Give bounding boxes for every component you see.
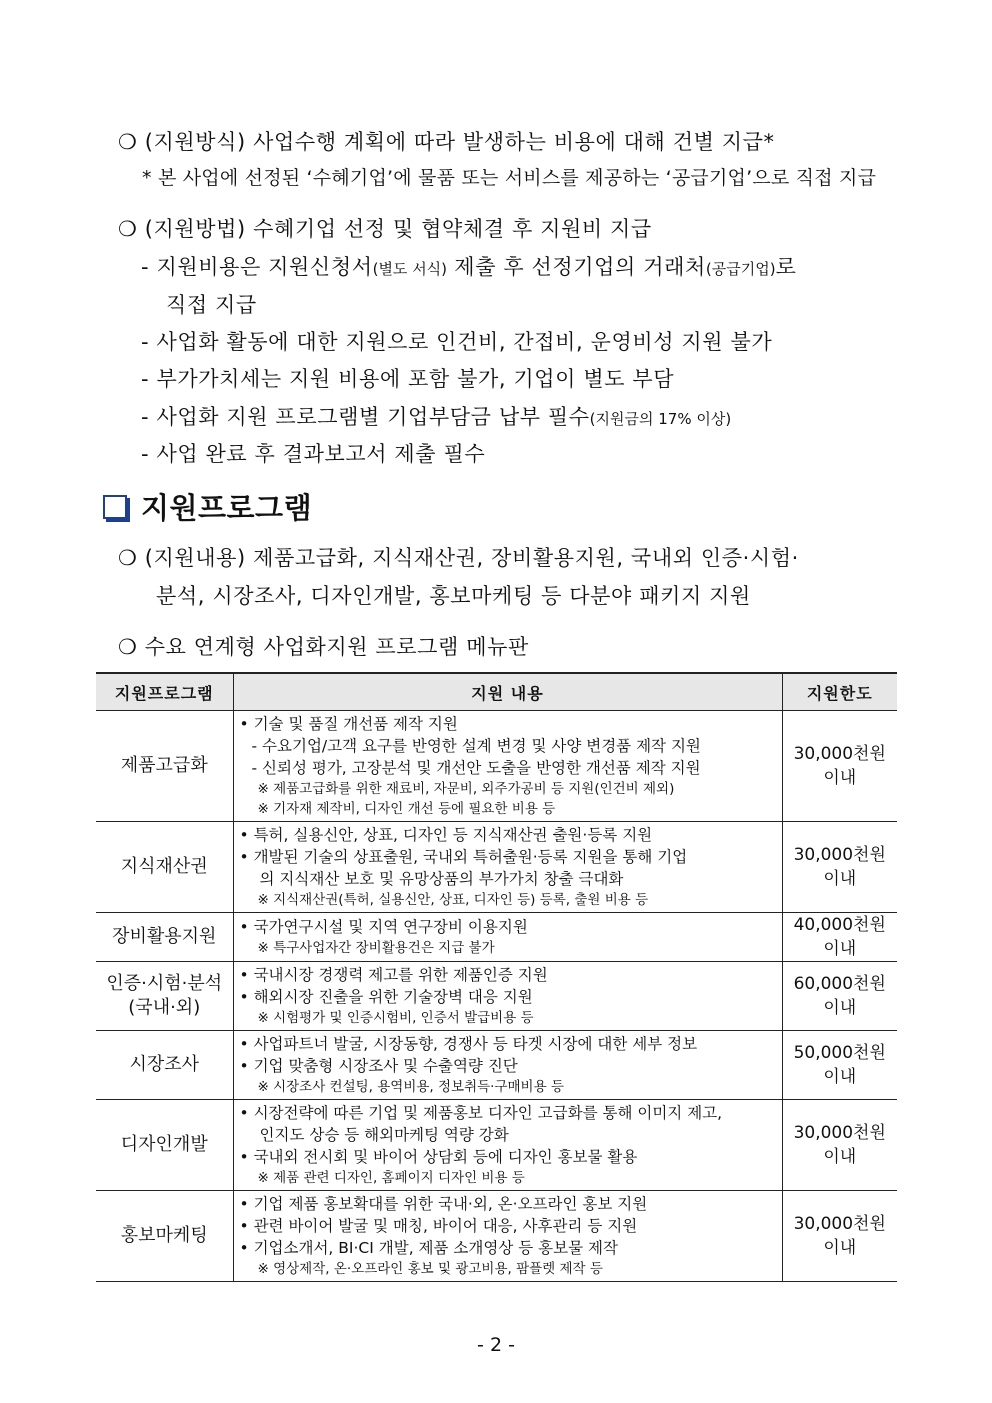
support-limit-line: 이내 xyxy=(823,939,857,959)
procedure-dash-item-1 xyxy=(141,251,796,281)
content-bullet: • 기업 맞춤형 시장조사 및 수출역량 진단 xyxy=(239,1057,518,1075)
program-name-line: 장비활용지원 xyxy=(112,926,217,947)
program-menu-table xyxy=(96,672,897,1282)
section-box-icon xyxy=(103,495,127,519)
program-name-cell xyxy=(96,1191,233,1282)
table-row xyxy=(96,1191,897,1282)
support-limit-line: 이내 xyxy=(823,998,857,1018)
program-name-line: 제품고급화 xyxy=(120,755,208,776)
table-body xyxy=(96,711,897,1282)
support-limit-line: 30,000천원 xyxy=(793,1214,886,1234)
program-name-line: 시장조사 xyxy=(129,1054,200,1075)
content-bullet: • 기업 제품 홍보확대를 위한 국내·외, 온·오프라인 홍보 지원 xyxy=(239,1195,648,1213)
header-program: 지원프로그램 xyxy=(96,673,233,711)
support-limit-line: 이내 xyxy=(823,1147,857,1167)
program-content-cell xyxy=(233,962,782,1031)
support-content-continuation: 분석, 시장조사, 디자인개발, 홍보마케팅 등 다분야 패키지 지원 xyxy=(156,584,751,608)
procedure-dash-item-2: - 사업화 활동에 대한 지원으로 인건비, 간접비, 운영비성 지원 불가 xyxy=(141,330,773,354)
content-note: ※ 지식재산권(특허, 실용신안, 상표, 디자인 등) 등록, 출원 비용 등 xyxy=(257,892,649,908)
support-content-paragraph: ❍ (지원내용) 제품고급화, 지식재산권, 장비활용지원, 국내외 인증·시험· xyxy=(118,546,799,570)
support-limit-cell xyxy=(782,1031,897,1100)
menu-title: ❍ 수요 연계형 사업화지원 프로그램 메뉴판 xyxy=(118,635,529,659)
support-limit-line: 30,000천원 xyxy=(793,744,886,764)
table-header-row xyxy=(96,673,897,711)
table-row xyxy=(96,1031,897,1100)
support-method-paragraph: ❍ (지원방식) 사업수행 계획에 따라 발생하는 비용에 대해 건별 지급* xyxy=(118,130,775,154)
content-dash-item: - 수요기업/고객 요구를 반영한 설계 변경 및 사양 변경품 제작 지원 xyxy=(251,737,701,755)
content-note: ※ 제품 관련 디자인, 홈페이지 디자인 비용 등 xyxy=(257,1170,525,1186)
program-name-line: 디자인개발 xyxy=(120,1134,208,1155)
program-name-line: (국내·외) xyxy=(128,997,201,1018)
procedure-dash-item-5: - 사업 완료 후 결과보고서 제출 필수 xyxy=(141,442,486,466)
content-bullet: • 특허, 실용신안, 상표, 디자인 등 지식재산권 출원·등록 지원 xyxy=(239,826,653,844)
support-limit-line: 이내 xyxy=(823,869,857,889)
table-row xyxy=(96,913,897,962)
program-name-cell xyxy=(96,1031,233,1100)
content-note: ※ 시험평가 및 인증시험비, 인증서 발급비용 등 xyxy=(257,1010,534,1026)
support-limit-cell xyxy=(782,913,897,962)
program-content-cell xyxy=(233,1031,782,1100)
support-limit-line: 60,000천원 xyxy=(793,974,886,994)
content-note: ※ 기자재 제작비, 디자인 개선 등에 필요한 비용 등 xyxy=(257,801,556,817)
procedure-dash-item-1-text-b: 제출 후 선정기업의 거래처 xyxy=(447,255,706,279)
support-limit-line: 40,000천원 xyxy=(793,915,886,935)
support-limit-cell xyxy=(782,822,897,913)
table-row xyxy=(96,1100,897,1191)
support-limit-line: 30,000천원 xyxy=(793,1123,886,1143)
section-title: 지원프로그램 xyxy=(141,491,313,525)
support-limit-line: 이내 xyxy=(823,768,857,788)
support-limit-line: 50,000천원 xyxy=(793,1043,886,1063)
support-procedure-paragraph: ❍ (지원방법) 수혜기업 선정 및 협약체결 후 지원비 지급 xyxy=(118,217,652,241)
header-limit: 지원한도 xyxy=(782,673,897,711)
program-name-cell xyxy=(96,1100,233,1191)
content-bullet: • 해외시장 진출을 위한 기술장벽 대응 지원 xyxy=(239,988,533,1006)
content-note: ※ 제품고급화를 위한 재료비, 자문비, 외주가공비 등 지원(인건비 제외) xyxy=(257,781,675,797)
content-note: ※ 시장조사 컨설팅, 용역비용, 정보취득·구매비용 등 xyxy=(257,1079,564,1095)
procedure-dash-item-1-continuation: 직접 지급 xyxy=(166,293,257,317)
section-heading xyxy=(103,486,312,527)
procedure-dash-item-1-small-a: (별도 서식) xyxy=(372,260,448,278)
procedure-dash-item-1-small-b: (공급기업) xyxy=(705,260,776,278)
support-limit-cell xyxy=(782,711,897,822)
content-bullet: • 기업소개서, BI·CI 개발, 제품 소개영상 등 홍보물 제작 xyxy=(239,1239,618,1257)
support-limit-cell xyxy=(782,1100,897,1191)
support-limit-line: 이내 xyxy=(823,1238,857,1258)
program-name-cell xyxy=(96,822,233,913)
content-bullet: • 국내외 전시회 및 바이어 상담회 등에 디자인 홍보물 활용 xyxy=(239,1148,638,1166)
content-note: ※ 특구사업자간 장비활용건은 지급 불가 xyxy=(257,940,495,956)
program-name-line: 인증·시험·분석 xyxy=(106,973,223,994)
support-limit-cell xyxy=(782,962,897,1031)
content-bullet: • 국내시장 경쟁력 제고를 위한 제품인증 지원 xyxy=(239,966,548,984)
program-name-cell xyxy=(96,913,233,962)
table-row xyxy=(96,962,897,1031)
program-content-cell xyxy=(233,711,782,822)
content-bullet: • 기술 및 품질 개선품 제작 지원 xyxy=(239,715,458,733)
program-name-line: 지식재산권 xyxy=(120,856,208,877)
procedure-dash-item-4 xyxy=(141,401,731,431)
program-content-cell xyxy=(233,822,782,913)
support-limit-line: 이내 xyxy=(823,1067,857,1087)
procedure-dash-item-1-text-c: 로 xyxy=(775,255,797,279)
program-content-cell xyxy=(233,913,782,962)
procedure-dash-item-4-small: (지원금의 17% 이상) xyxy=(589,410,732,428)
content-dash-item: - 신뢰성 평가, 고장분석 및 개선안 도출을 반영한 개선품 제작 지원 xyxy=(251,759,701,777)
support-method-footnote: * 본 사업에 선정된 ‘수혜기업’에 물품 또는 서비스를 제공하는 ‘공급기업’으로 직접 지급 xyxy=(142,167,877,189)
program-name-cell xyxy=(96,711,233,822)
content-bullet: • 개발된 기술의 상표출원, 국내외 특허출원·등록 지원을 통해 기업 xyxy=(239,848,688,866)
procedure-dash-item-1-text-a: - 지원비용은 지원신청서 xyxy=(141,255,373,279)
content-continuation: 의 지식재산 보호 및 유망상품의 부가가치 창출 극대화 xyxy=(259,870,624,888)
page-number: - 2 - xyxy=(477,1334,515,1356)
program-name-line: 홍보마케팅 xyxy=(120,1225,208,1246)
table-row xyxy=(96,822,897,913)
content-bullet: • 관련 바이어 발굴 및 매칭, 바이어 대응, 사후관리 등 지원 xyxy=(239,1217,638,1235)
content-bullet: • 사업파트너 발굴, 시장동향, 경쟁사 등 타겟 시장에 대한 세부 정보 xyxy=(239,1035,698,1053)
content-bullet: • 시장전략에 따른 기업 및 제품홍보 디자인 고급화를 통해 이미지 제고, xyxy=(239,1104,723,1122)
content-note: ※ 영상제작, 온·오프라인 홍보 및 광고비용, 팜플렛 제작 등 xyxy=(257,1261,603,1277)
program-content-cell xyxy=(233,1191,782,1282)
program-content-cell xyxy=(233,1100,782,1191)
support-limit-line: 30,000천원 xyxy=(793,845,886,865)
content-continuation: 인지도 상승 등 해외마케팅 역량 강화 xyxy=(259,1126,509,1144)
table-row xyxy=(96,711,897,822)
program-name-cell xyxy=(96,962,233,1031)
header-content: 지원 내용 xyxy=(233,673,782,711)
content-bullet: • 국가연구시설 및 지역 연구장비 이용지원 xyxy=(239,918,528,936)
procedure-dash-item-4-text: - 사업화 지원 프로그램별 기업부담금 납부 필수 xyxy=(141,405,590,429)
support-limit-cell xyxy=(782,1191,897,1282)
procedure-dash-item-3: - 부가가치세는 지원 비용에 포함 불가, 기업이 별도 부담 xyxy=(141,367,675,391)
